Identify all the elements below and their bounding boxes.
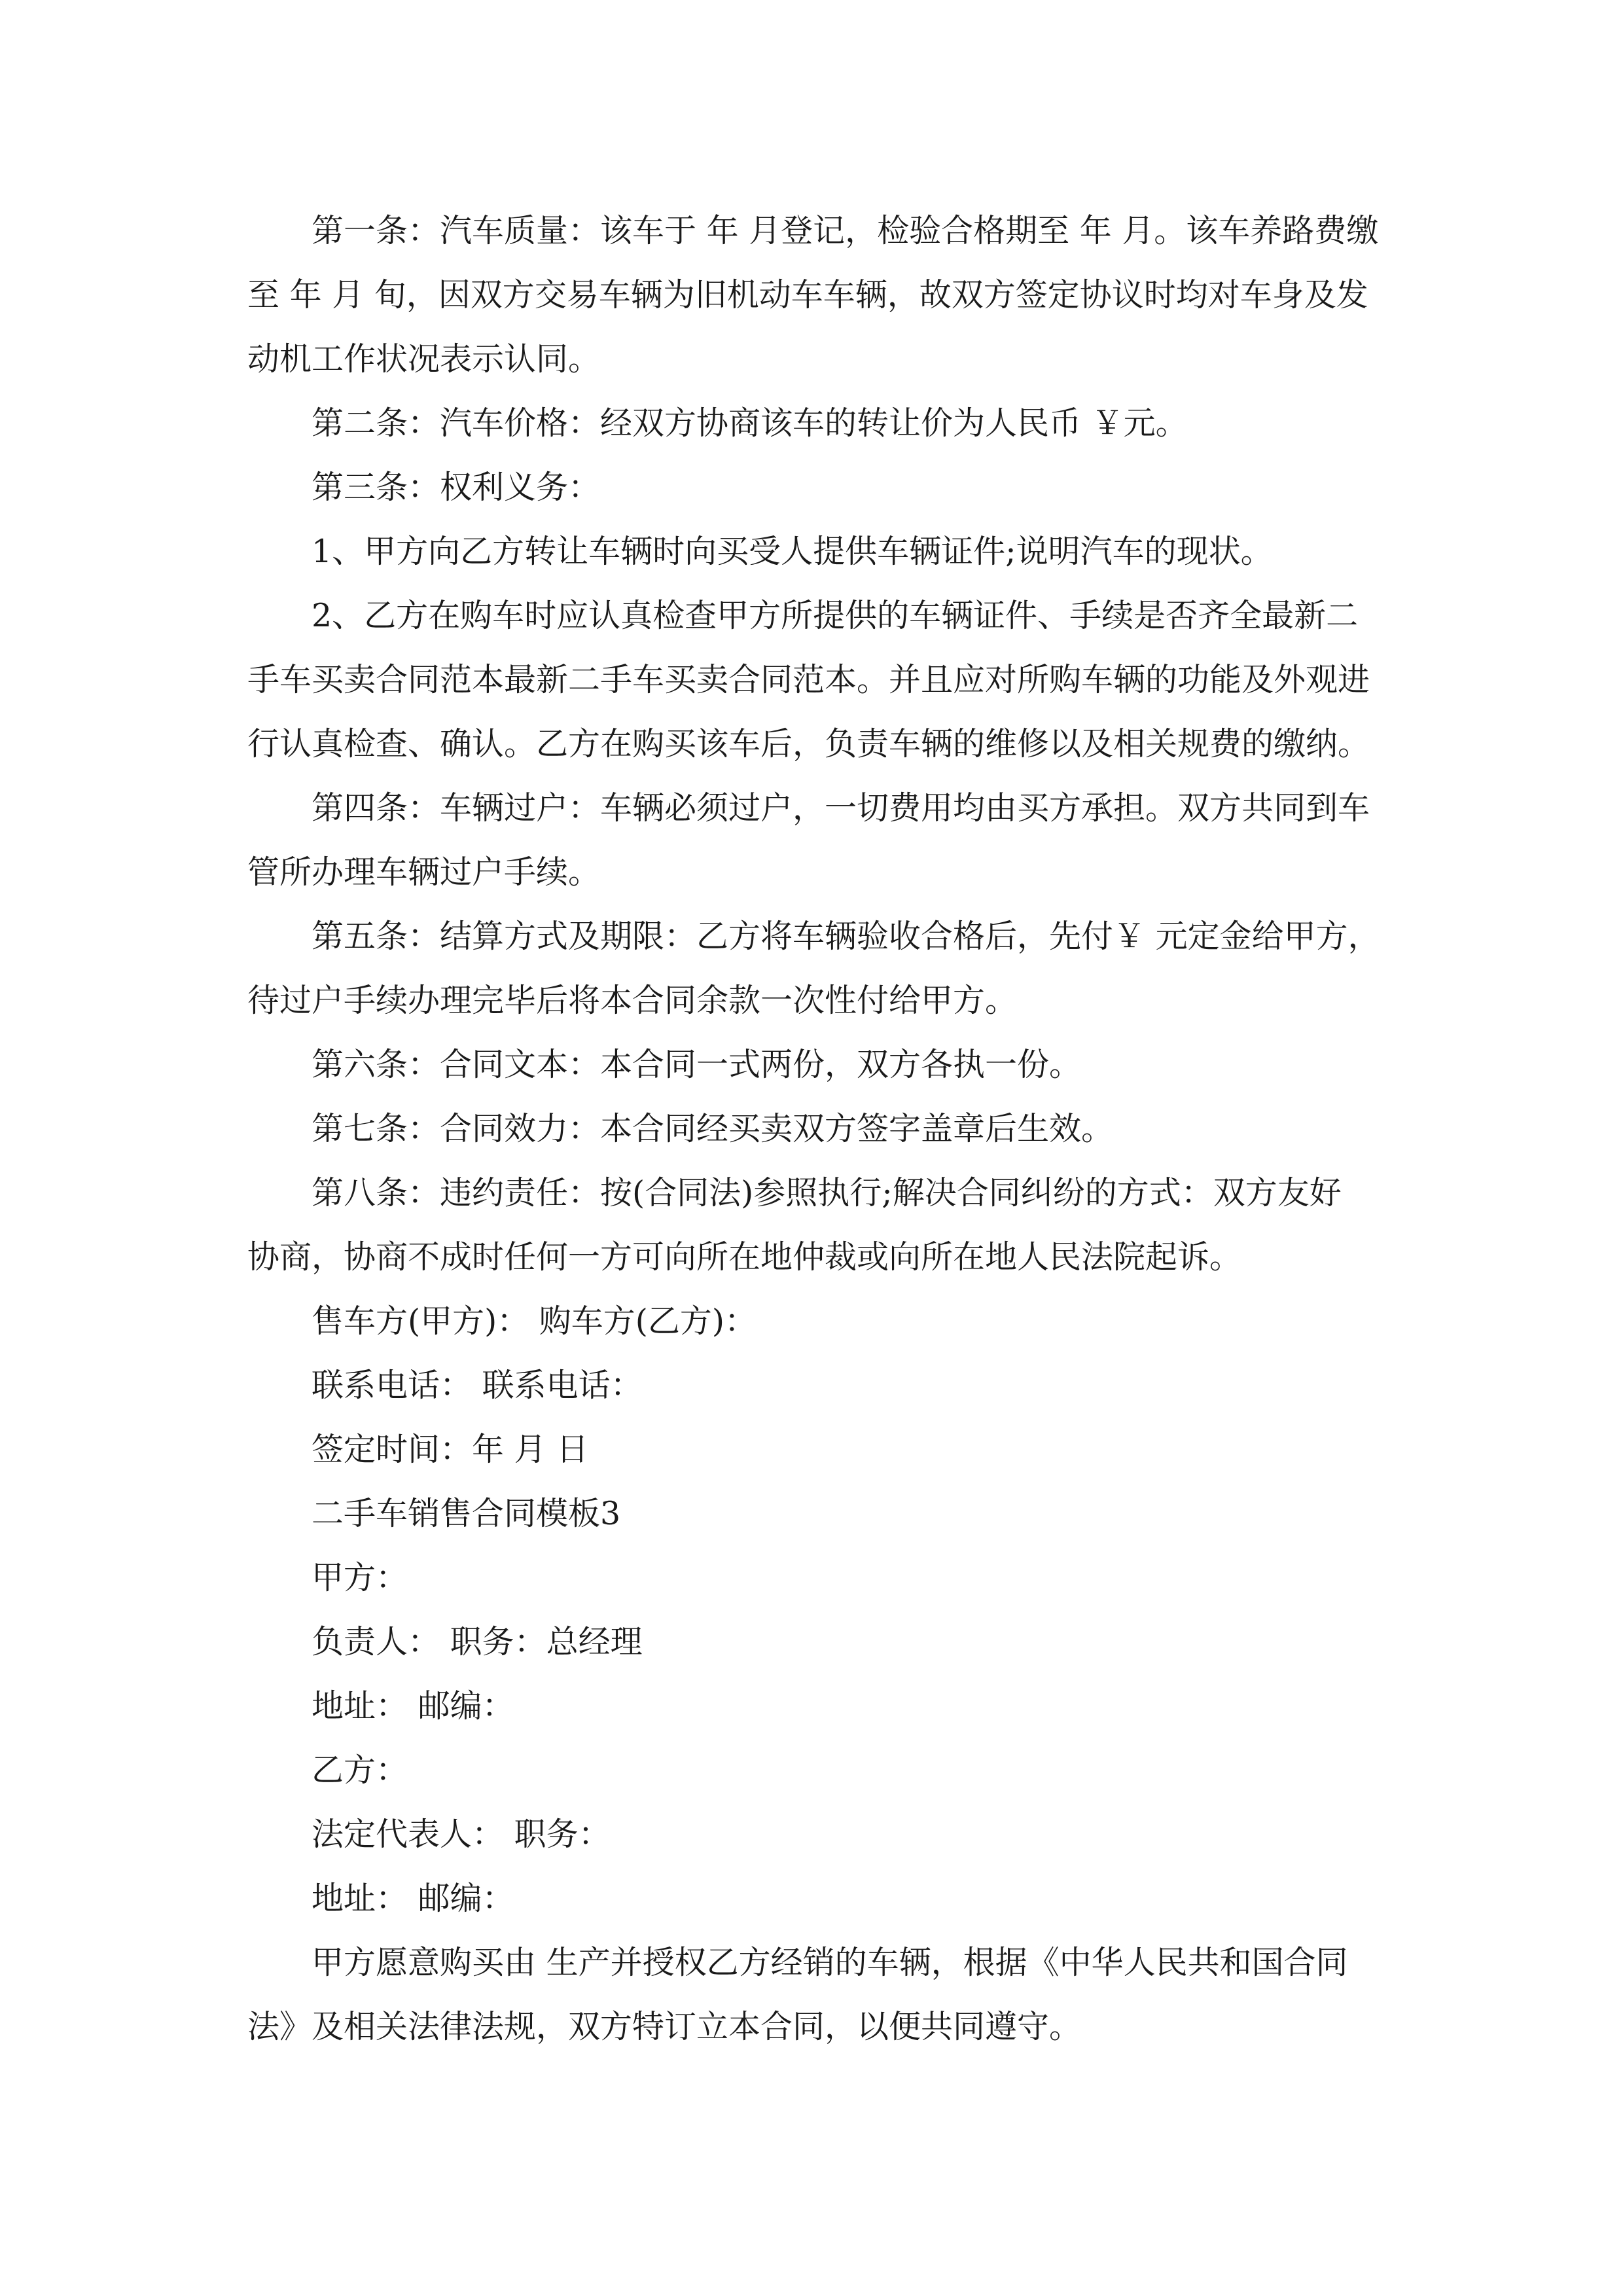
manager-line xyxy=(247,1610,1399,1674)
article-1-quality xyxy=(247,199,1399,391)
party-b-line xyxy=(247,1738,1399,1803)
article-2-price xyxy=(247,391,1399,456)
address-a-line xyxy=(247,1674,1399,1738)
phone-line xyxy=(247,1354,1399,1418)
address-b-line xyxy=(247,1867,1399,1931)
text-line: 第六条：合同文本：本合同一式两份，双方各执一份。 xyxy=(312,1046,1082,1083)
article-4-transfer xyxy=(247,776,1399,905)
text-line: 第一条：汽车质量：该车于 年 月登记，检验合格期至 年 月。该车养路费缴 xyxy=(312,212,1379,249)
text-line: 管所办理车辆过户手续。 xyxy=(247,853,601,891)
text-line: 地址： 邮编： xyxy=(312,1880,514,1917)
text-line: 法》及相关法律法规，双方特订立本合同，以便共同遵守。 xyxy=(247,2008,1082,2045)
text-line: 动机工作状况表示认同。 xyxy=(247,340,601,378)
text-line: 地址： 邮编： xyxy=(312,1687,514,1725)
text-line: 法定代表人： 职务： xyxy=(312,1816,611,1853)
text-line: 甲方： xyxy=(312,1559,408,1596)
article-6-copies xyxy=(247,1033,1399,1097)
text-line: 待过户手续办理完毕后将本合同余款一次性付给甲方。 xyxy=(247,982,1018,1019)
text-line: 手车买卖合同范本最新二手车买卖合同范本。并且应对所购车辆的功能及外观进 xyxy=(247,661,1370,698)
text-line: 乙方： xyxy=(312,1751,408,1789)
text-line: 第四条：车辆过户：车辆必须过户，一切费用均由买方承担。双方共同到车 xyxy=(312,789,1370,827)
text-line: 第八条：违约责任：按(合同法)参照执行;解决合同纠纷的方式：双方友好 xyxy=(312,1174,1342,1211)
text-line: 第五条：结算方式及期限：乙方将车辆验收合格后，先付￥ 元定金给甲方， xyxy=(312,918,1380,955)
document-body xyxy=(247,199,1399,2059)
text-line: 甲方愿意购买由 生产并授权乙方经销的车辆，根据《中华人民共和国合同 xyxy=(312,1944,1348,1981)
text-line: 1、甲方向乙方转让车辆时向买受人提供车辆证件;说明汽车的现状。 xyxy=(312,533,1273,570)
party-a-line xyxy=(247,1546,1399,1610)
preamble-paragraph xyxy=(247,1931,1399,2059)
text-line: 2、乙方在购车时应认真检查甲方所提供的车辆证件、手续是否齐全最新二 xyxy=(312,597,1359,634)
article-3-item-1 xyxy=(247,520,1399,584)
legal-rep-line xyxy=(247,1803,1399,1867)
article-7-validity xyxy=(247,1097,1399,1161)
text-line: 售车方(甲方)： 购车方(乙方)： xyxy=(312,1302,757,1340)
article-5-settlement xyxy=(247,905,1399,1033)
section-title xyxy=(247,1482,1399,1546)
article-8-liability xyxy=(247,1161,1399,1289)
text-line: 行认真检查、确认。乙方在购买该车后，负责车辆的维修以及相关规费的缴纳。 xyxy=(247,725,1370,762)
article-3-item-2 xyxy=(247,584,1399,776)
text-line: 负责人： 职务：总经理 xyxy=(312,1623,643,1660)
text-line: 至 年 月 旬，因双方交易车辆为旧机动车车辆，故双方签定协议时均对车身及发 xyxy=(247,276,1368,314)
text-line: 第二条：汽车价格：经双方协商该车的转让价为人民币 ￥元。 xyxy=(312,404,1188,442)
text-line: 联系电话： 联系电话： xyxy=(312,1367,643,1404)
article-3-rights xyxy=(247,456,1399,520)
text-line: 签定时间：年 月 日 xyxy=(312,1431,589,1468)
sign-date-line xyxy=(247,1418,1399,1482)
text-line: 第三条：权利义务： xyxy=(312,469,601,506)
text-line: 第七条：合同效力：本合同经买卖双方签字盖章后生效。 xyxy=(312,1110,1114,1147)
text-line: 二手车销售合同模板3 xyxy=(312,1495,621,1532)
seller-buyer-line xyxy=(247,1289,1399,1354)
text-line: 协商，协商不成时任何一方可向所在地仲裁或向所在地人民法院起诉。 xyxy=(247,1238,1242,1276)
